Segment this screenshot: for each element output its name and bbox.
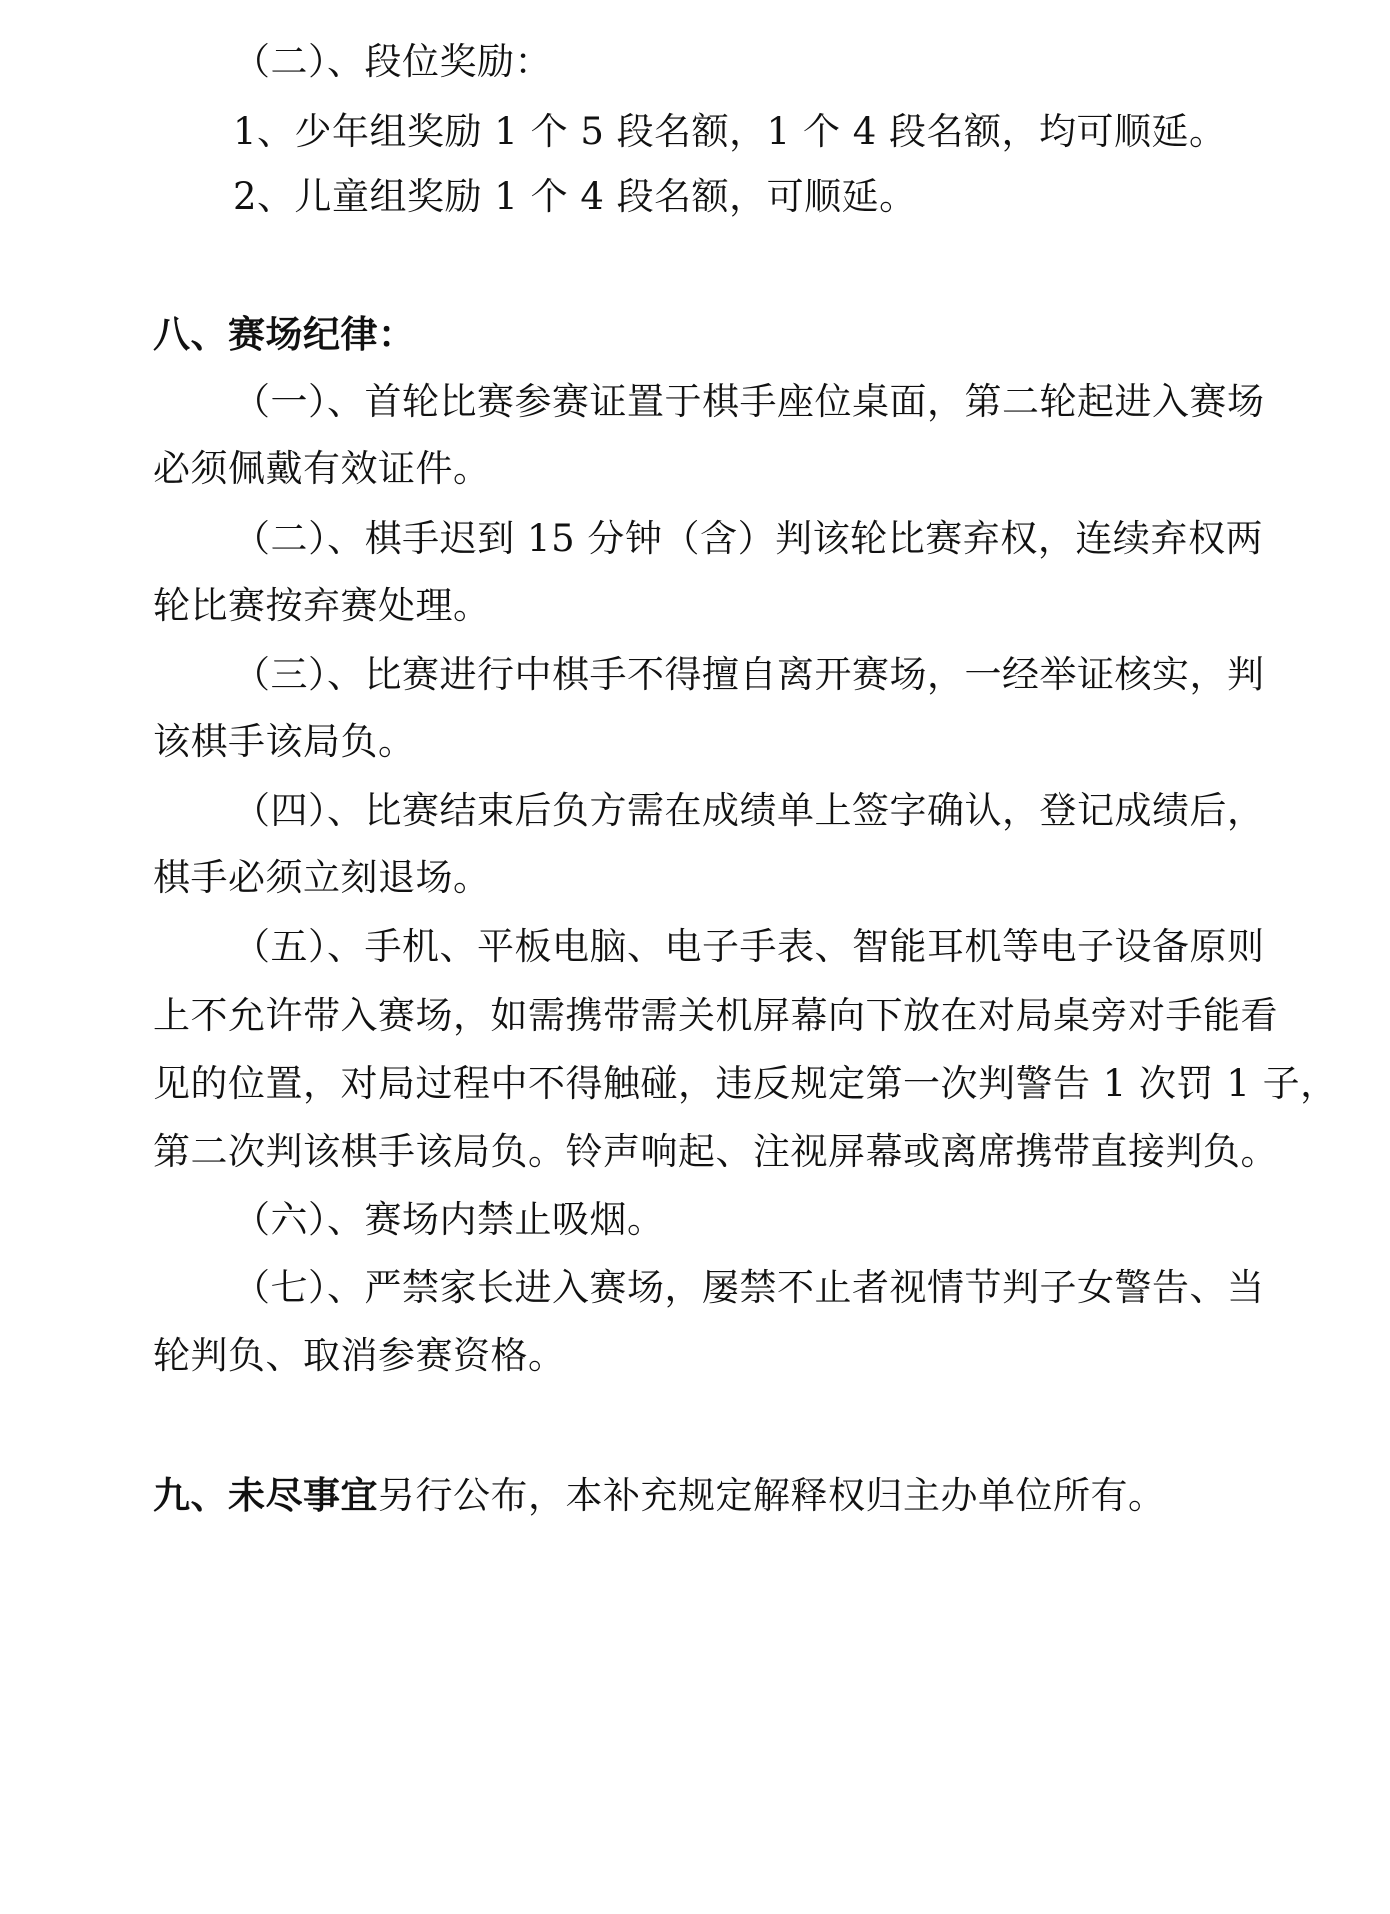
sub-heading-rank-awards: （二）、段位奖励：	[233, 40, 552, 83]
paragraph-3-line-2: 该棋手该局负。	[153, 720, 416, 763]
rank-award-item-2: 2、儿童组奖励 1 个 4 段名额，可顺延。	[233, 175, 917, 218]
paragraph-7-line-1: （七）、严禁家长进入赛场，屡禁不止者视情节判子女警告、当	[233, 1266, 1265, 1309]
section-heading-other-matters: 九、未尽事宜	[153, 1473, 378, 1517]
paragraph-2-line-1: （二）、棋手迟到 15 分钟（含）判该轮比赛弃权，连续弃权两	[233, 517, 1263, 560]
paragraph-4-line-2: 棋手必须立刻退场。	[153, 856, 491, 899]
paragraph-7-line-2: 轮判负、取消参赛资格。	[153, 1334, 566, 1377]
paragraph-5-line-3: 见的位置，对局过程中不得触碰，违反规定第一次判警告 1 次罚 1 子，	[153, 1062, 1338, 1105]
paragraph-1-line-1: （一）、首轮比赛参赛证置于棋手座位桌面，第二轮起进入赛场	[233, 380, 1265, 423]
paragraph-6-line-1: （六）、赛场内禁止吸烟。	[233, 1198, 665, 1241]
paragraph-5-line-1: （五）、手机、平板电脑、电子手表、智能耳机等电子设备原则	[233, 925, 1265, 968]
section-9-line	[153, 1473, 1263, 1518]
paragraph-5-line-4: 第二次判该棋手该局负。铃声响起、注视屏幕或离席携带直接判负。	[153, 1130, 1278, 1173]
paragraph-1-line-2: 必须佩戴有效证件。	[153, 447, 491, 490]
paragraph-4-line-1: （四）、比赛结束后负方需在成绩单上签字确认，登记成绩后，	[233, 789, 1265, 832]
paragraph-3-line-1: （三）、比赛进行中棋手不得擅自离开赛场，一经举证核实，判	[233, 653, 1265, 696]
rank-award-item-1: 1、少年组奖励 1 个 5 段名额，1 个 4 段名额，均可顺延。	[233, 110, 1227, 153]
paragraph-5-line-2: 上不允许带入赛场，如需携带需关机屏幕向下放在对局桌旁对手能看	[153, 994, 1278, 1037]
paragraph-2-line-2: 轮比赛按弃赛处理。	[153, 584, 491, 627]
section-heading-discipline: 八、赛场纪律：	[153, 312, 416, 356]
section-9-text: 另行公布，本补充规定解释权归主办单位所有。	[378, 1474, 1166, 1517]
